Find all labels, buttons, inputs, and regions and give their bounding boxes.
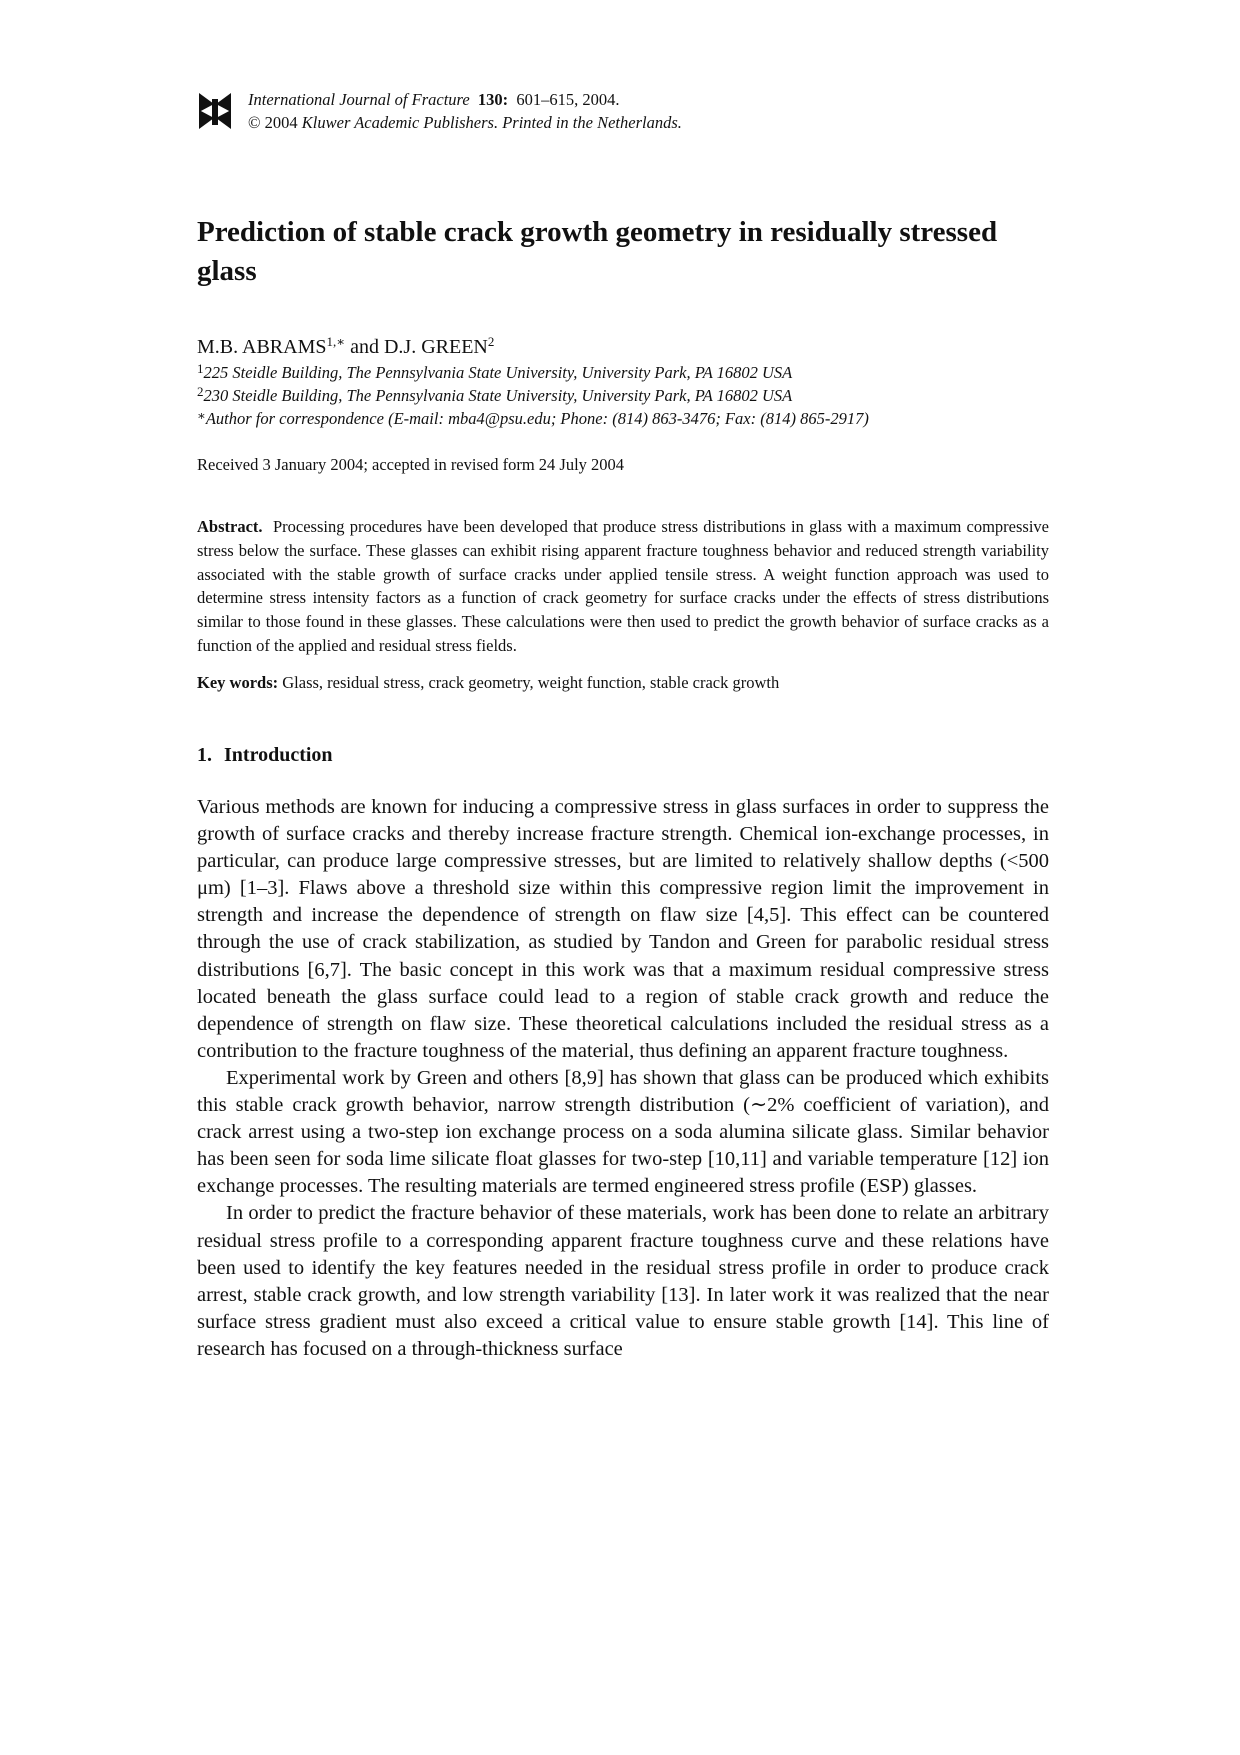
affiliations: [197, 361, 1097, 430]
keywords: [197, 671, 779, 694]
correspondence-text: Author for correspondence (E-mail: mba4@psu.edu; Phone: (814) 863-3476; Fax: (814) 865-2917): [205, 409, 869, 428]
journal-line-1: [248, 88, 682, 111]
copyright-mark: © 2004: [248, 113, 298, 132]
body-text: [197, 794, 1049, 1363]
affiliation-text: 230 Steidle Building, The Pennsylvania State University, University Park, PA 16802 USA: [203, 386, 793, 405]
keywords-text: Glass, residual stress, crack geometry, weight function, stable crack growth: [282, 673, 780, 692]
affiliation-1: [197, 361, 1097, 384]
abstract-label: Abstract.: [197, 517, 263, 536]
paragraph: Experimental work by Green and others [8,9] has shown that glass can be produced which exhibits this stable crack growth behavior, narrow strength distribution (∼2% coefficient of variation), and crack arrest using a two-step ion exchange process on a soda alumina silicate glass. Similar behavior has been seen for soda lime silicate float glasses for two-step [10,11] and variable temperature [12] ion exchange processes. The resulting materials are termed engineered stress profile (ESP) glasses.: [197, 1066, 1049, 1198]
paragraph: Various methods are known for inducing a compressive stress in glass surfaces in order to suppress the growth of surface cracks and thereby increase fracture strength. Chemical ion-exchange processes, in particular, can produce large compressive stresses, but are limited to relatively shallow depths (<500 μm) [1–3]. Flaws above a threshold size within this compressive region limit the improvement in strength and increase the dependence of strength on flaw size [4,5]. This effect can be countered through the use of crack stabilization, as studied by Tandon and Green for parabolic residual stress distributions [6,7]. The basic concept in this work was that a maximum residual compressive stress located beneath the glass surface could lead to a region of stable crack growth and reduce the dependence of strength on flaw size. These theoretical calculations included the residual stress as a contribution to the fracture toughness of the material, thus defining an apparent fracture toughness.: [197, 796, 1049, 1062]
author-name-1: M.B. ABRAMS: [197, 336, 327, 358]
affiliation-mark: 2: [197, 384, 204, 399]
paper-title: Prediction of stable crack growth geometry in residually stressed glass: [197, 216, 998, 287]
abstract-text: Processing procedures have been developed that produce stress distributions in glass with a maximum compressive stress below the surface. These glasses can exhibit rising apparent fracture toughness behavior and reduced strength variability associated with the stable growth of surface cracks under applied tensile stress. A weight function approach was used to determine stress intensity factors as a function of crack geometry for surface cracks under the effects of stress distributions similar to those found in these glasses. These calculations were then used to predict the growth behavior of surface cracks as a function of the applied and residual stress fields.: [197, 517, 1049, 655]
journal-line-2: [248, 111, 682, 134]
section-number: 1.: [197, 744, 212, 766]
publisher-text: Kluwer Academic Publishers. Printed in the Netherlands.: [301, 113, 682, 132]
affiliation-text: 225 Steidle Building, The Pennsylvania State University, University Park, PA 16802 USA: [203, 363, 793, 382]
journal-citation: [248, 88, 682, 134]
author-name-2: D.J. GREEN: [383, 336, 488, 358]
correspondence-mark: ∗: [197, 408, 206, 423]
author-sup-1: 1,∗: [326, 334, 346, 349]
keywords-label: Key words:: [197, 673, 279, 692]
kluwer-logo-icon: [197, 90, 233, 132]
journal-volume: 130:: [477, 90, 509, 109]
author-line: [197, 335, 1047, 359]
journal-header: [197, 88, 897, 138]
affiliation-2: [197, 384, 1097, 407]
abstract: [197, 515, 1049, 658]
paragraph: In order to predict the fracture behavior of these materials, work has been done to relate an arbitrary residual stress profile to a corresponding apparent fracture toughness curve and these relations have been used to identify the key features needed in the residual stress profile in order to produce crack arrest, stable crack growth, and low strength variability [13]. In later work it was realized that the near surface stress gradient must also exceed a critical value to ensure stable growth [14]. This line of research has focused on a through-thickness surface: [197, 1202, 1049, 1360]
section-title: Introduction: [224, 744, 333, 766]
correspondence-note: [197, 407, 1097, 430]
author-conjunction: and: [350, 336, 379, 358]
author-sup-2: 2: [487, 334, 495, 349]
affiliation-mark: 1: [197, 361, 204, 376]
section-heading: [197, 742, 333, 768]
journal-pages-year: 601–615, 2004.: [516, 90, 620, 109]
received-dates: Received 3 January 2004; accepted in revised form 24 July 2004: [197, 455, 625, 474]
journal-name: International Journal of Fracture: [248, 90, 470, 109]
